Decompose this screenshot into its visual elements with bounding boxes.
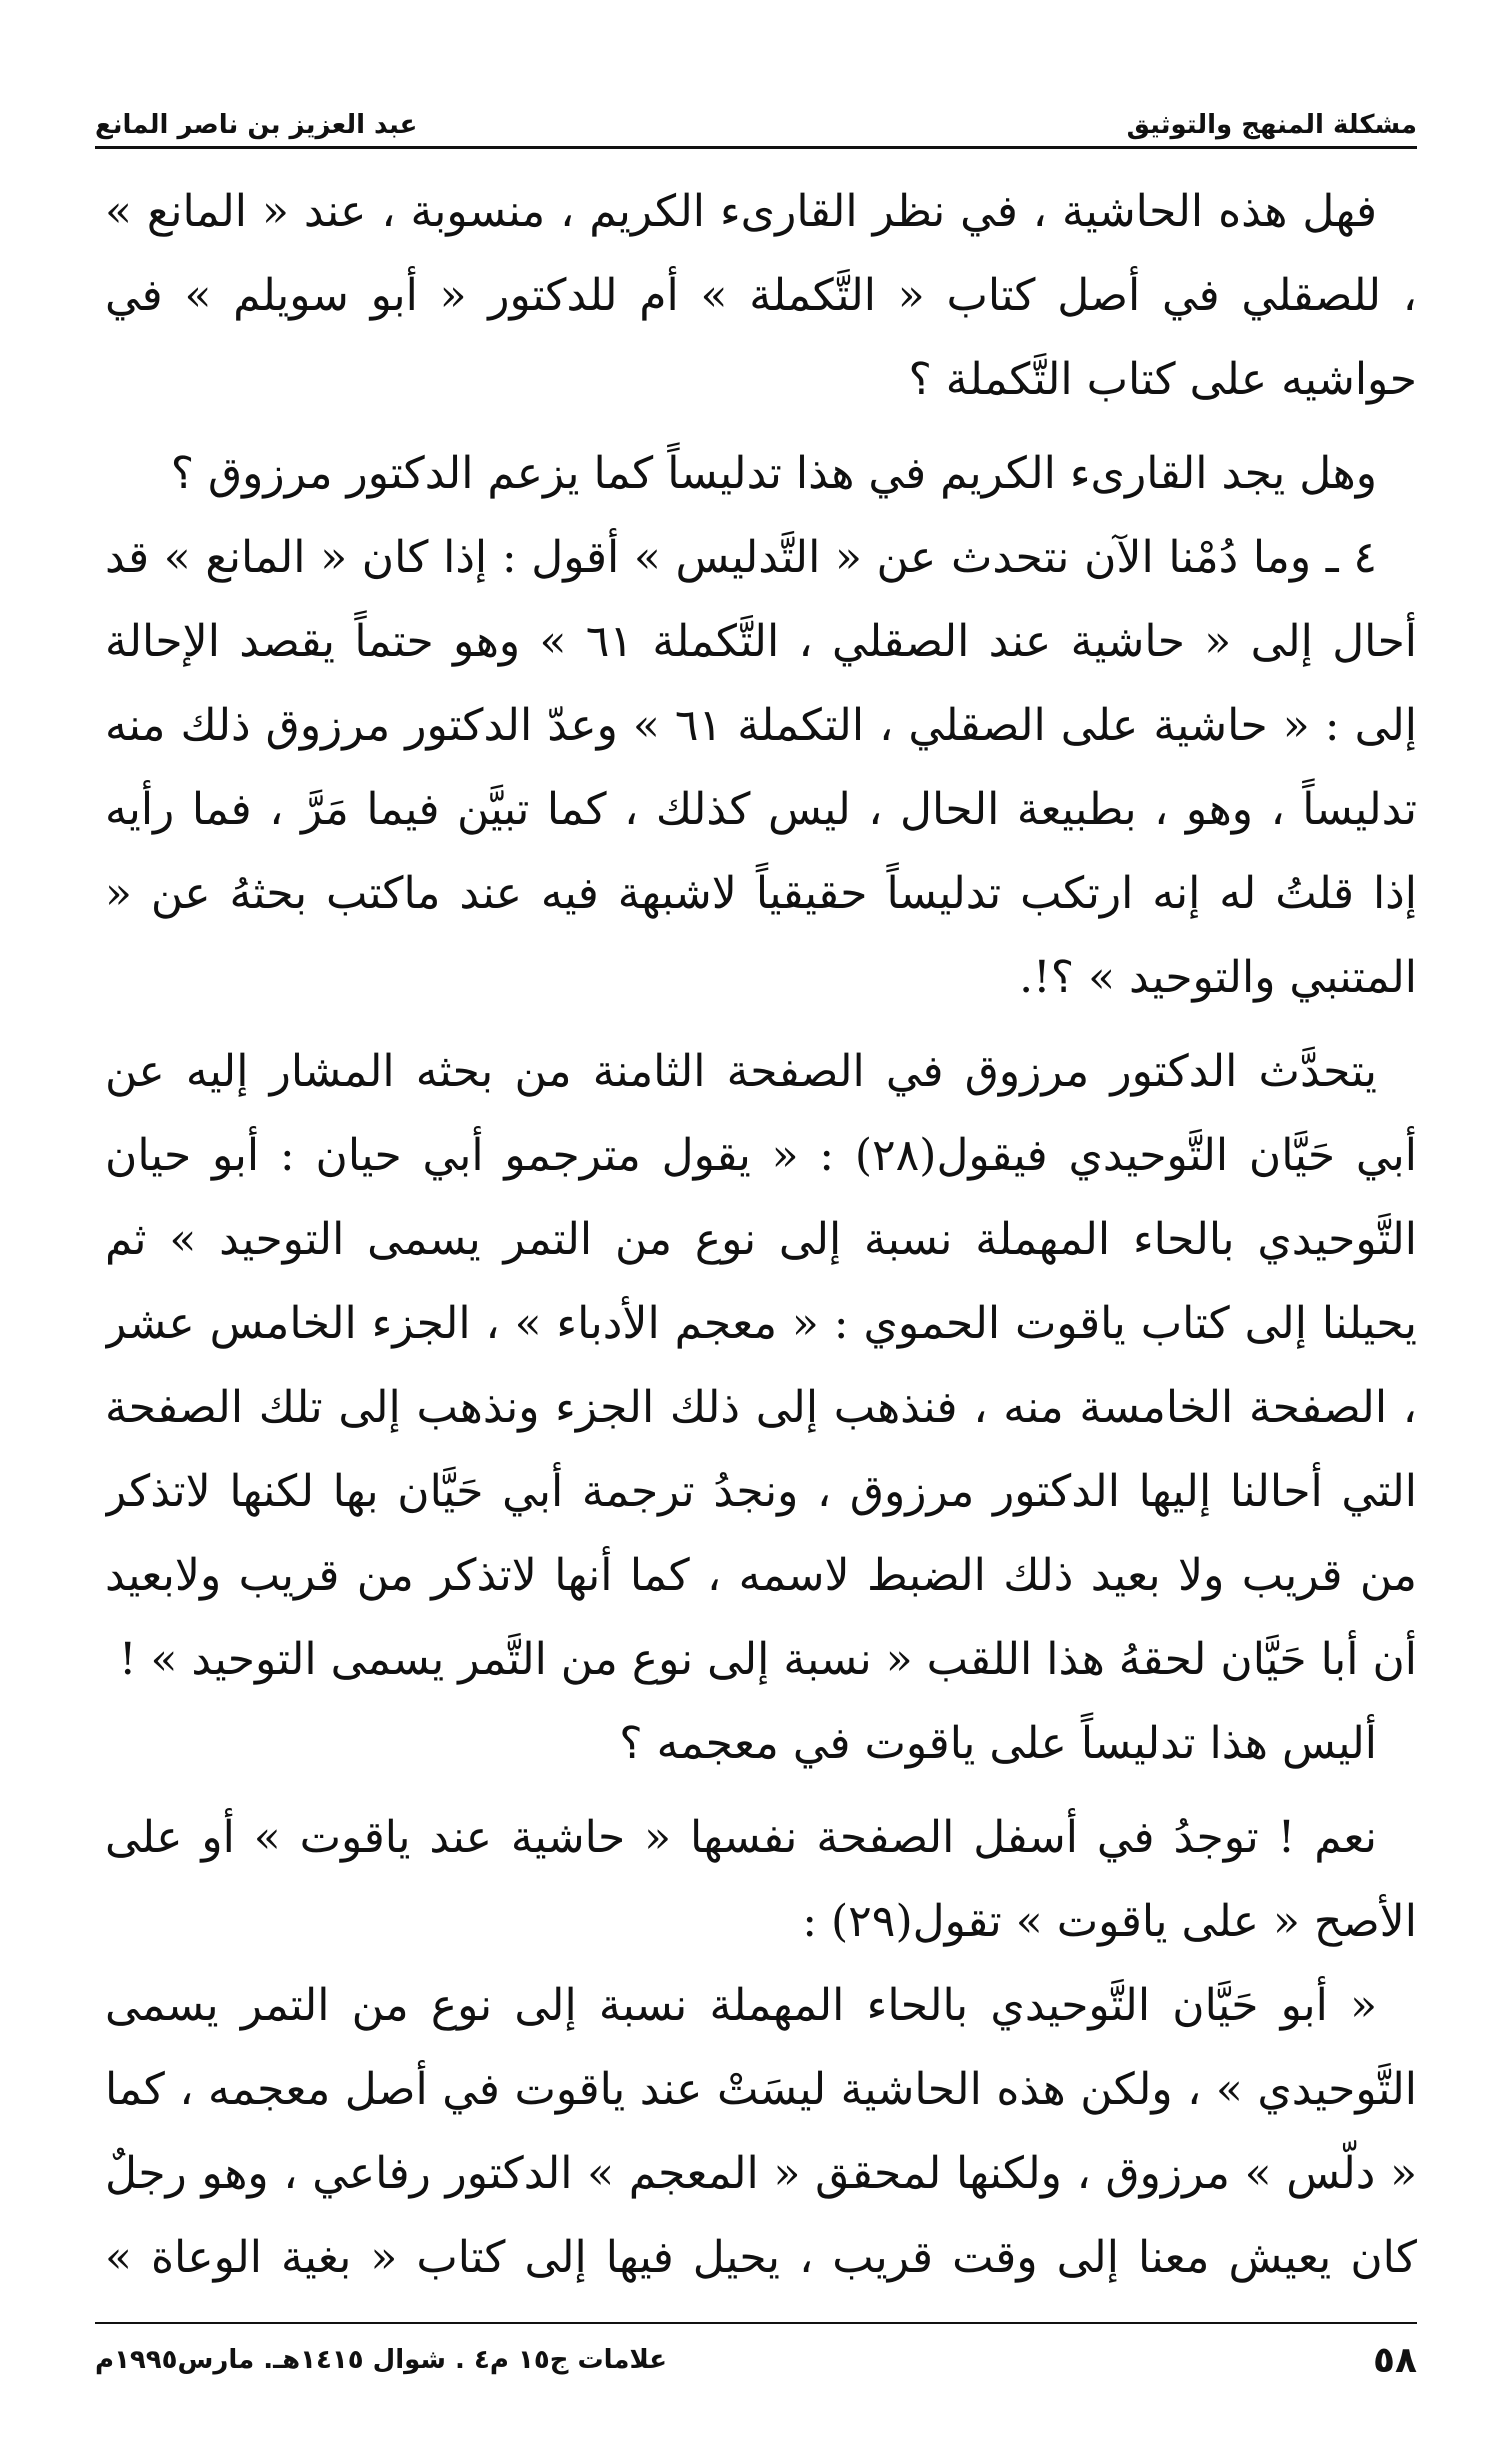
header-author: عبد العزيز بن ناصر المانع [95, 110, 418, 140]
header-divider [95, 146, 1417, 149]
journal-citation: علامات ج١٥ م٤ . شوال ١٤١٥هـ. مارس١٩٩٥م [95, 2345, 667, 2375]
article-body [105, 170, 1417, 2300]
page-number: ٥٨ [1373, 2339, 1417, 2381]
paragraph-3: ٤ ـ وما دُمْنا الآن نتحدث عن « التَّدليس » أقول : إذا كان « المانع » قد أحال إلى « حاشية عند الصقلي ، التَّكملة ٦١ » وهو حتماً يقصد الإحالة إلى : « حاشية على الصقلي ، التكملة ٦١ » وعدّ الدكتور مرزوق ذلك منه تدليساً ، وهو ، بطبيعة الحال ، ليس كذلك ، كما تبيَّن فيما مَرَّ ، فما رأيه إذا قلتُ له إنه ارتكب تدليساً حقيقياً لاشبهة فيه عند ماكتب بحثهُ عن « المتنبي والتوحيد » ؟!. [105, 532, 1417, 1003]
paragraph-7: « أبو حَيَّان التَّوحيدي بالحاء المهملة نسبة إلى نوع من التمر يسمى التَّوحيدي » ، ولكن هذه الحاشية ليسَتْ عند ياقوت في أصل معجمه ، كما « دلّس » مرزوق ، ولكنها لمحقق « المعجم » الدكتور رفاعي ، وهو رجلٌ كان يعيش معنا إلى وقت قريب ، يحيل فيها إلى كتاب « بغية الوعاة » [105, 1980, 1417, 2283]
paragraph-4: يتحدَّث الدكتور مرزوق في الصفحة الثامنة من بحثه المشار إليه عن أبي حَيَّان التَّوحيدي فيقول(٢٨) : « يقول مترجمو أبي حيان : أبو حيان التَّوحيدي بالحاء المهملة نسبة إلى نوع من التمر يسمى التوحيد » ثم يحيلنا إلى كتاب ياقوت الحموي : « معجم الأدباء » ، الجزء الخامس عشر ، الصفحة الخامسة منه ، فنذهب إلى ذلك الجزء ونذهب إلى تلك الصفحة التي أحالنا إليها الدكتور مرزوق ، ونجدُ ترجمة أبي حَيَّان بها لكنها لاتذكر من قريب ولا بعيد ذلك الضبط لاسمه ، كما أنها لاتذكر من قريب ولابعيد أن أبا حَيَّان لحقهُ هذا اللقب « نسبة إلى نوع من التَّمر يسمى التوحيد » ! [105, 1046, 1417, 1685]
paragraph-5: أليس هذا تدليساً على ياقوت في معجمه ؟ [619, 1718, 1377, 1769]
paragraph-2: وهل يجد القارىء الكريم في هذا تدليساً كما يزعم الدكتور مرزوق ؟ [170, 448, 1377, 499]
header-title: مشكلة المنهج والتوثيق [1126, 110, 1417, 140]
paragraph-6: نعم ! توجدُ في أسفل الصفحة نفسها « حاشية عند ياقوت » أو على الأصح « على ياقوت » تقول(٢٩) : [105, 1812, 1417, 1947]
footer-divider [95, 2322, 1417, 2324]
paragraph-1: فهل هذه الحاشية ، في نظر القارىء الكريم ، منسوبة ، عند « المانع » ، للصقلي في أصل كتاب « التَّكملة » أم للدكتور « أبو سويلم » في حواشيه على كتاب التَّكملة ؟ [105, 186, 1417, 405]
running-footer [95, 2330, 1417, 2390]
running-header [95, 80, 1417, 140]
